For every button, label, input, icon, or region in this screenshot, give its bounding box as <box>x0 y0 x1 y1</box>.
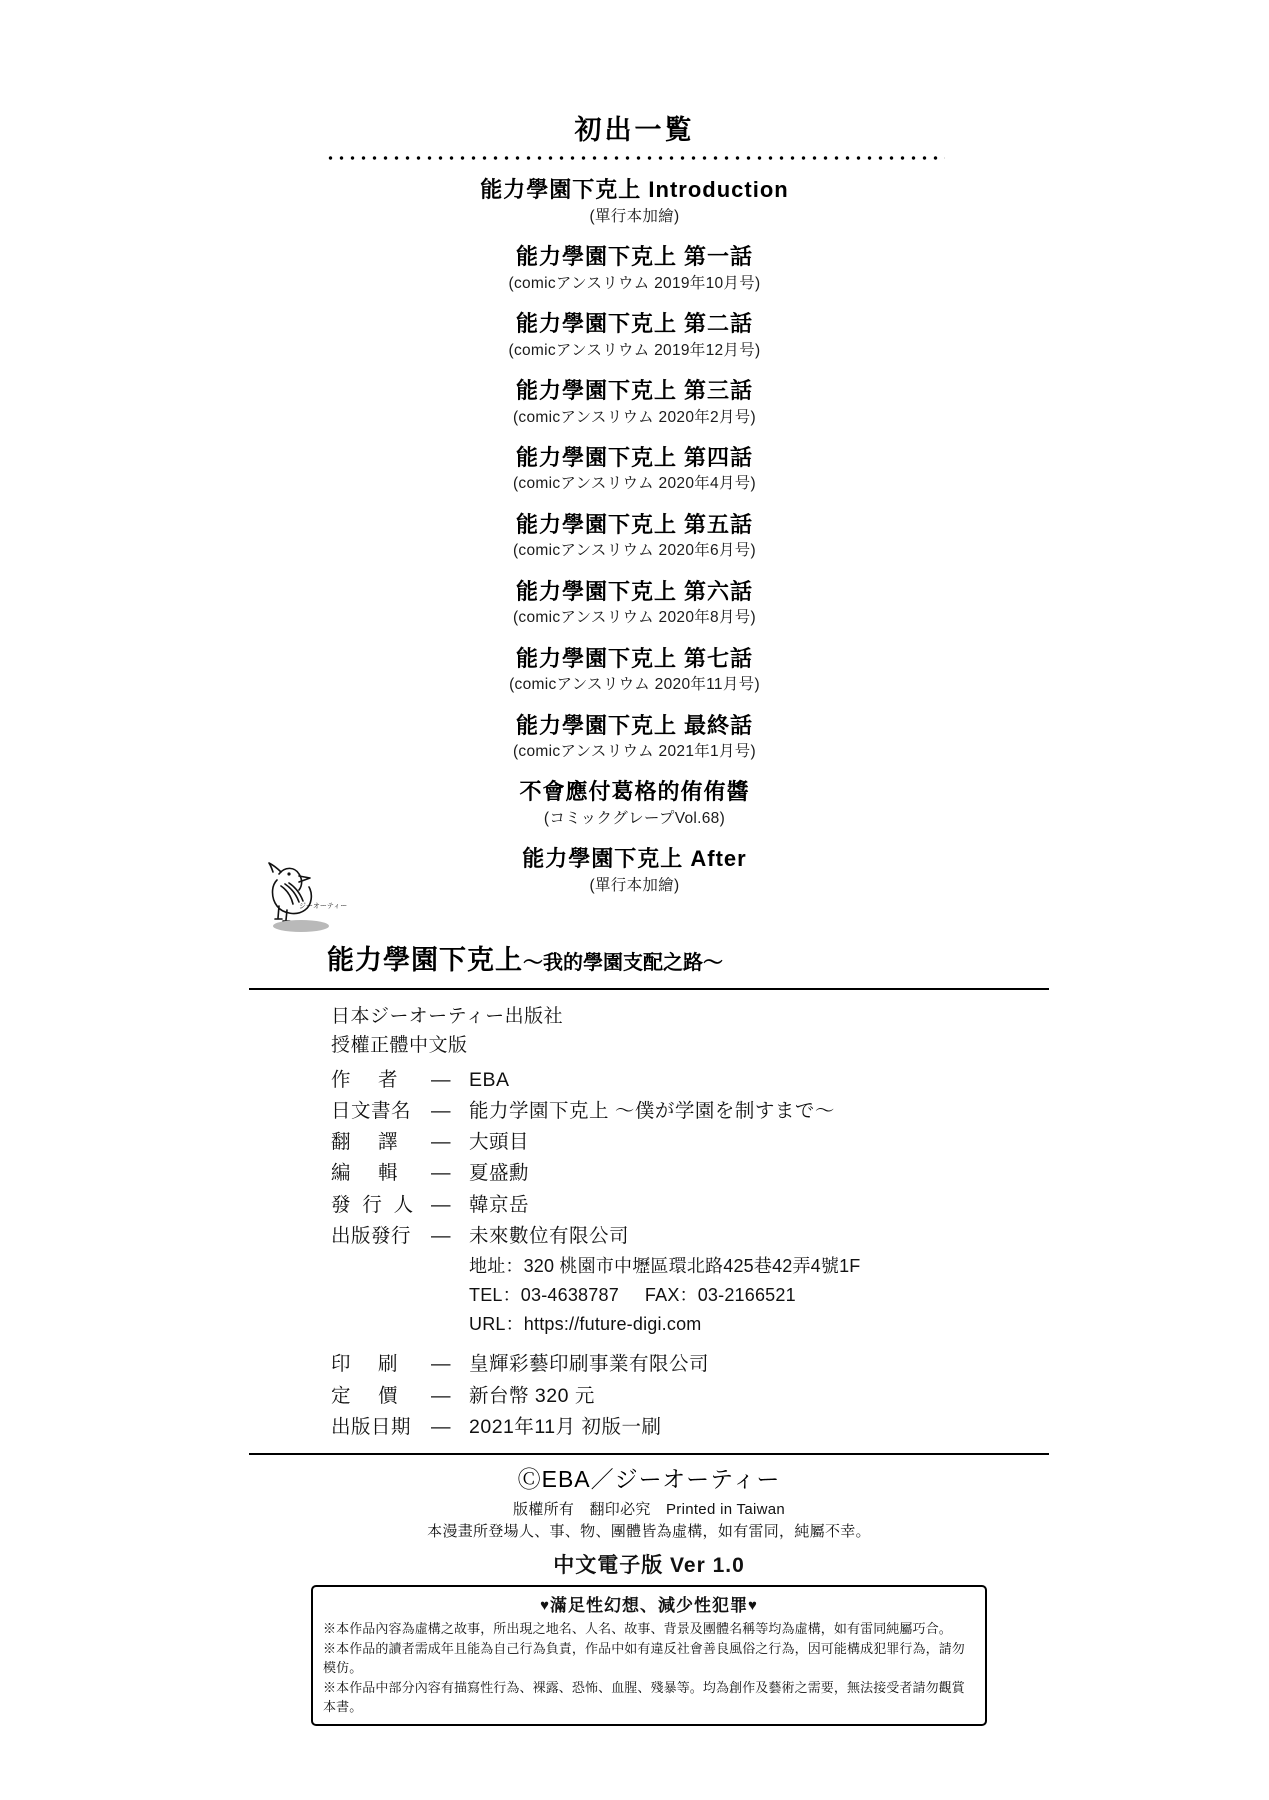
credit-value: 未來數位有限公司 <box>469 1224 630 1247</box>
entry-name: 能力學園下克上 第四話 <box>515 444 754 470</box>
label-char: 作 <box>331 1068 352 1091</box>
label-dash: — <box>431 1068 451 1091</box>
credit-label <box>331 1158 451 1189</box>
credit-label <box>331 1065 451 1096</box>
credit-value: 韓京岳 <box>469 1193 530 1216</box>
entry-name: 能力學園下克上 第七話 <box>515 645 754 671</box>
entry-source: (單行本加繪) <box>589 207 680 225</box>
rights-line-2: 本漫畫所登場人、事、物、團體皆為虛構，如有雷同，純屬不幸。 <box>427 1523 871 1541</box>
book-title-row <box>249 938 1049 982</box>
notice-box <box>311 1585 987 1726</box>
label-char: 編 <box>331 1162 352 1185</box>
label-char: 人 <box>393 1193 414 1216</box>
entry-name: 能力學園下克上 第五話 <box>515 511 754 537</box>
notice-item: ※本作品中部分內容有描寫性行為、裸露、恐怖、血腥、殘暴等。均為創作及藝術之需要，無法接受者請勿觀賞本書。 <box>323 1679 965 1715</box>
label-dash: — <box>431 1415 451 1438</box>
book-title-main: 能力學園下克上 <box>327 945 523 975</box>
entry-name: 不會應付葛格的侑侑醬 <box>519 779 750 805</box>
credit-label <box>331 1381 451 1412</box>
credit-row-printer <box>331 1349 1049 1380</box>
divider-top <box>249 988 1049 990</box>
publisher-line: 日本ジーオーティー出版社 <box>331 1006 564 1027</box>
address-block <box>331 1252 1049 1339</box>
entry-source: (comicアンスリウム 2020年4月号) <box>512 475 757 493</box>
credit-value: 2021年11月 初版一刷 <box>469 1415 662 1438</box>
label-dash: — <box>430 1193 451 1216</box>
label-char: 翻 <box>331 1131 352 1154</box>
credit-row-author <box>331 1065 1049 1096</box>
label-char: 輯 <box>378 1162 399 1185</box>
label-char: 行 <box>362 1193 383 1216</box>
credit-label <box>331 1127 451 1158</box>
first-appearance-entry <box>0 376 1269 429</box>
credit-row-publication-date <box>331 1412 1049 1443</box>
bird-icon <box>255 860 375 940</box>
credit-value: EBA <box>469 1068 510 1091</box>
first-appearance-entry <box>0 577 1269 630</box>
book-title <box>327 945 723 975</box>
label-dash: — <box>431 1224 451 1247</box>
first-appearance-entry <box>0 510 1269 563</box>
first-appearance-entry <box>0 242 1269 295</box>
contact-line <box>469 1281 1049 1310</box>
first-appearance-entry <box>0 644 1269 697</box>
label-char: 出版發行 <box>331 1224 412 1247</box>
first-appearance-entry <box>0 711 1269 764</box>
label-char: 者 <box>378 1068 399 1091</box>
entry-name: 能力學園下克上 Introduction <box>480 177 789 202</box>
label-char: 譯 <box>378 1131 399 1154</box>
credit-value: 新台幣 320 元 <box>469 1384 595 1407</box>
credit-label <box>331 1412 451 1443</box>
notice-heading-text: 滿足性幻想、減少性犯罪 <box>550 1596 748 1616</box>
entry-source: (comicアンスリウム 2021年1月号) <box>512 743 757 761</box>
label-char: 價 <box>378 1384 399 1407</box>
label-char: 刷 <box>378 1353 399 1376</box>
entry-source: (comicアンスリウム 2020年8月号) <box>512 609 757 627</box>
credit-value: 能力学園下克上 ～僕が学園を制すまで～ <box>469 1100 835 1123</box>
credits-table <box>249 1065 1049 1340</box>
notice-heading <box>323 1591 975 1616</box>
first-appearance-entry <box>0 175 1269 228</box>
label-char: 定 <box>331 1384 352 1407</box>
notice-item: ※本作品的讀者需成年且能為自己行為負責，作品中如有違反社會善良風俗之行為，因可能構成犯罪行為，請勿模仿。 <box>323 1640 965 1676</box>
label-dash: — <box>431 1162 451 1185</box>
label-char: 日文書名 <box>331 1100 412 1123</box>
credit-row-original-title <box>331 1096 1049 1127</box>
credit-label <box>331 1349 451 1380</box>
notice-item: ※本作品內容為虛構之故事，所出現之地名、人名、故事、背景及團體名稱等均為虛構，如有雷同純屬巧合。 <box>323 1621 952 1637</box>
credit-row-price <box>331 1381 1049 1412</box>
heart-icon: ♥ <box>748 1597 758 1615</box>
credit-row-translator <box>331 1127 1049 1158</box>
url-line[interactable]: URL：https://future-digi.com <box>469 1314 702 1335</box>
label-dash: — <box>431 1353 451 1376</box>
credits-table-2 <box>249 1349 1049 1443</box>
credit-label <box>331 1096 451 1127</box>
label-dash: — <box>431 1384 451 1407</box>
label-char: 印 <box>331 1353 352 1376</box>
label-dash: — <box>431 1100 451 1123</box>
credit-row-editor <box>331 1158 1049 1189</box>
entry-name: 能力學園下克上 最終話 <box>515 712 754 738</box>
credit-value: 夏盛勳 <box>469 1162 530 1185</box>
entry-source: (コミックグレープVol.68) <box>543 810 726 828</box>
first-appearance-entry <box>0 777 1269 830</box>
first-appearance-entry <box>0 309 1269 362</box>
publisher-line: 授權正體中文版 <box>331 1035 468 1057</box>
credit-row-publisher-person <box>331 1190 1049 1221</box>
credit-label <box>331 1221 451 1252</box>
label-dash: — <box>431 1131 451 1154</box>
entry-source: (comicアンスリウム 2020年2月号) <box>512 408 757 426</box>
svg-text:ジーオーティー: ジーオーティー <box>299 903 348 910</box>
version-line: 中文電子版 Ver 1.0 <box>553 1554 745 1578</box>
label-char: 出版日期 <box>331 1415 412 1438</box>
imprint-section <box>249 866 1049 1726</box>
credit-value: 皇輝彩藝印刷事業有限公司 <box>469 1353 710 1376</box>
publisher-lines <box>249 1002 1049 1061</box>
credit-row-publishing-company <box>331 1221 1049 1252</box>
entry-name: 能力學園下克上 After <box>522 846 747 872</box>
tel-value: TEL：03-4638787 <box>469 1285 619 1306</box>
credit-value: 大頭目 <box>469 1131 530 1154</box>
entry-source: (comicアンスリウム 2019年12月号) <box>508 341 761 359</box>
first-appearance-section <box>0 108 1269 911</box>
entry-name: 能力學園下克上 第六話 <box>515 578 754 604</box>
label-char: 發 <box>331 1193 352 1216</box>
credit-label <box>331 1190 451 1221</box>
rights-line-1: 版權所有 翻印必究 Printed in Taiwan <box>512 1501 786 1519</box>
copyright-line: ⒸEBA／ジーオーティー <box>517 1466 781 1493</box>
divider-bottom <box>249 1453 1049 1455</box>
entry-name: 能力學園下克上 第三話 <box>515 377 754 403</box>
entry-name: 能力學園下克上 第一話 <box>515 243 754 269</box>
fax-value: FAX：03-2166521 <box>644 1285 796 1306</box>
dotted-divider <box>325 155 945 161</box>
entry-source: (comicアンスリウム 2020年6月号) <box>512 542 757 560</box>
entry-source: (comicアンスリウム 2019年10月号) <box>508 274 761 292</box>
first-appearance-entry <box>0 443 1269 496</box>
entry-source: (單行本加繪) <box>589 877 680 895</box>
publisher-logo <box>249 866 1049 938</box>
book-title-sub: ～我的學園支配之路～ <box>523 952 723 974</box>
address-line: 地址：320 桃園市中壢區環北路425巷42弄4號1F <box>469 1256 861 1276</box>
heart-icon: ♥ <box>540 1597 550 1615</box>
entry-source: (comicアンスリウム 2020年11月号) <box>509 676 760 694</box>
entry-name: 能力學園下克上 第二話 <box>515 310 754 336</box>
first-appearance-title: 初出一覧 <box>574 115 695 145</box>
